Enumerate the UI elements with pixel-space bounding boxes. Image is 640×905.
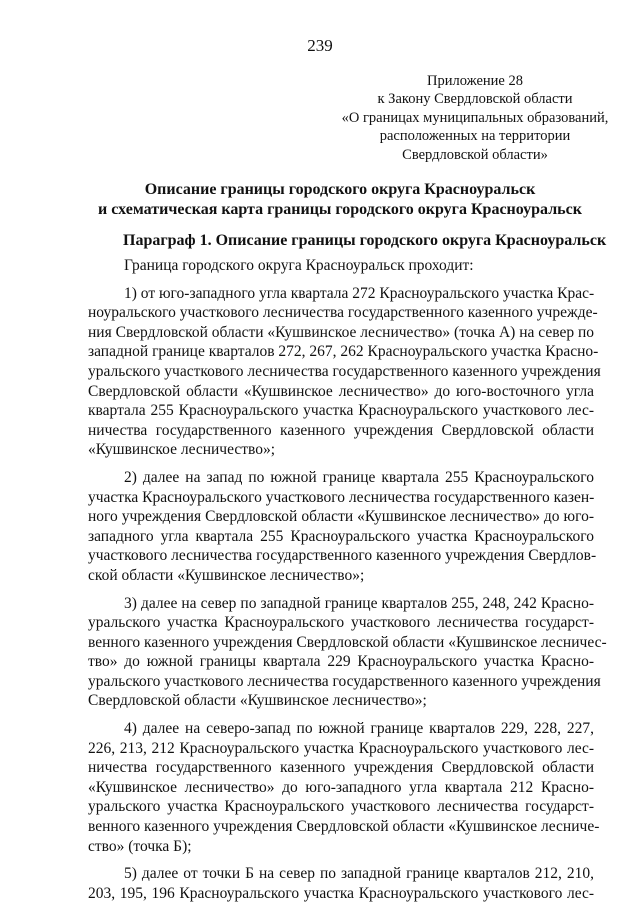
text-line: 3) далее на север по западной границе кварталов 255, 248, 242 Красно- [124,594,594,612]
text-line: ния Свердловской области «Кушвинское лесничество» (точка А) на север по [88,323,594,341]
boundary-description [88,256,607,903]
appendix-line: Свердловской области» [402,146,548,163]
text-line: участкового лесничества государственного казенного учреждения Свердлов- [88,547,597,565]
text-line: уральского участка Красноуральского участкового лесничества государст- [88,798,594,816]
boundary-item [88,719,600,856]
text-line: ской области «Кушвинское лесничество»; [88,566,365,584]
text-line: 203, 195, 196 Красноуральского участка Красноуральского участкового лес- [88,884,594,902]
title-line: и схематическая карта границы городского округа Красноуральск [98,201,582,218]
document-title [60,180,620,220]
text-line: ничества государственного казенного учреждения Свердловской области [88,421,594,439]
paragraph-gap [88,856,594,864]
appendix-line: «О границах муниципальных образований, [341,109,609,126]
text-line: ничества государственного казенного учреждения Свердловской области [88,759,594,777]
paragraph-gap [88,711,594,719]
boundary-item [88,284,601,460]
text-line: тво» до южной границы квартала 229 Красноуральского участка Красно- [88,653,594,671]
text-line: уральского участкового лесничества государственного казенного учреждения [88,672,601,690]
appendix-line: Приложение 28 [427,73,523,89]
text-line: 5) далее от точки Б на север по западной границе кварталов 212, 210, [124,865,594,883]
text-line: уральского участка Красноуральского участкового лесничества государст- [88,614,594,632]
text-line: 4) далее на северо-запад по южной границе кварталов 229, 228, 227, [124,720,594,738]
paragraph-gap [88,586,594,594]
text-line: «Кушвинское лесничество» до юго-западного угла квартала 212 Красно- [88,778,594,796]
text-line: западного угла квартала 255 Красноуральского участка Красноуральского [88,527,594,545]
page-number: 239 [307,36,333,55]
appendix-line: к Закону Свердловской области [377,91,573,108]
boundary-item [88,468,597,586]
boundary-item [88,594,607,712]
appendix-reference [340,72,610,164]
text-line: западной границе кварталов 272, 267, 262 Красноуральского участка Красно- [88,343,599,361]
text-line: Свердловской области «Кушвинское лесничество»; [88,692,427,710]
text-line: уральского участкового лесничества государственного казенного учреждения [88,362,601,380]
paragraph-gap [88,276,594,284]
text-line: 1) от юго-западного угла квартала 272 Красноуральского участка Крас- [124,284,595,302]
title-line: Описание границы городского округа Красноуральск [144,181,536,198]
text-line: 2) далее на запад по южной границе квартала 255 Красноуральского [124,468,594,486]
appendix-line: расположенных на территории [379,128,571,145]
boundary-item [88,864,594,903]
text-line: Свердловской области «Кушвинское лесничество» до юго-восточного угла [88,382,594,400]
text-line: квартала 255 Красноуральского участка Красноуральского участкового лес- [88,402,594,420]
text-line: 226, 213, 212 Красноуральского участка Красноуральского участкового лес- [88,739,594,757]
text-line: ного учреждения Свердловской области «Кушвинское лесничество» до юго- [88,508,594,526]
text-line: ство» (точка Б); [88,837,192,855]
text-line: венного казенного учреждения Свердловской области «Кушвинское лесничес- [88,633,607,651]
text-line: ноуральского участкового лесничества государственного казенного учрежде- [88,304,598,322]
text-line: венного казенного учреждения Свердловской области «Кушвинское лесниче- [88,818,600,836]
text-line: участка Красноуральского участкового лесничества государственного казен- [88,488,595,506]
intro-line: Граница городского округа Красноуральск проходит: [124,257,474,274]
paragraph-heading: Параграф 1. Описание границы городского округа Красноуральск [123,232,607,249]
text-line: «Кушвинское лесничество»; [88,441,276,459]
paragraph-gap [88,460,594,468]
